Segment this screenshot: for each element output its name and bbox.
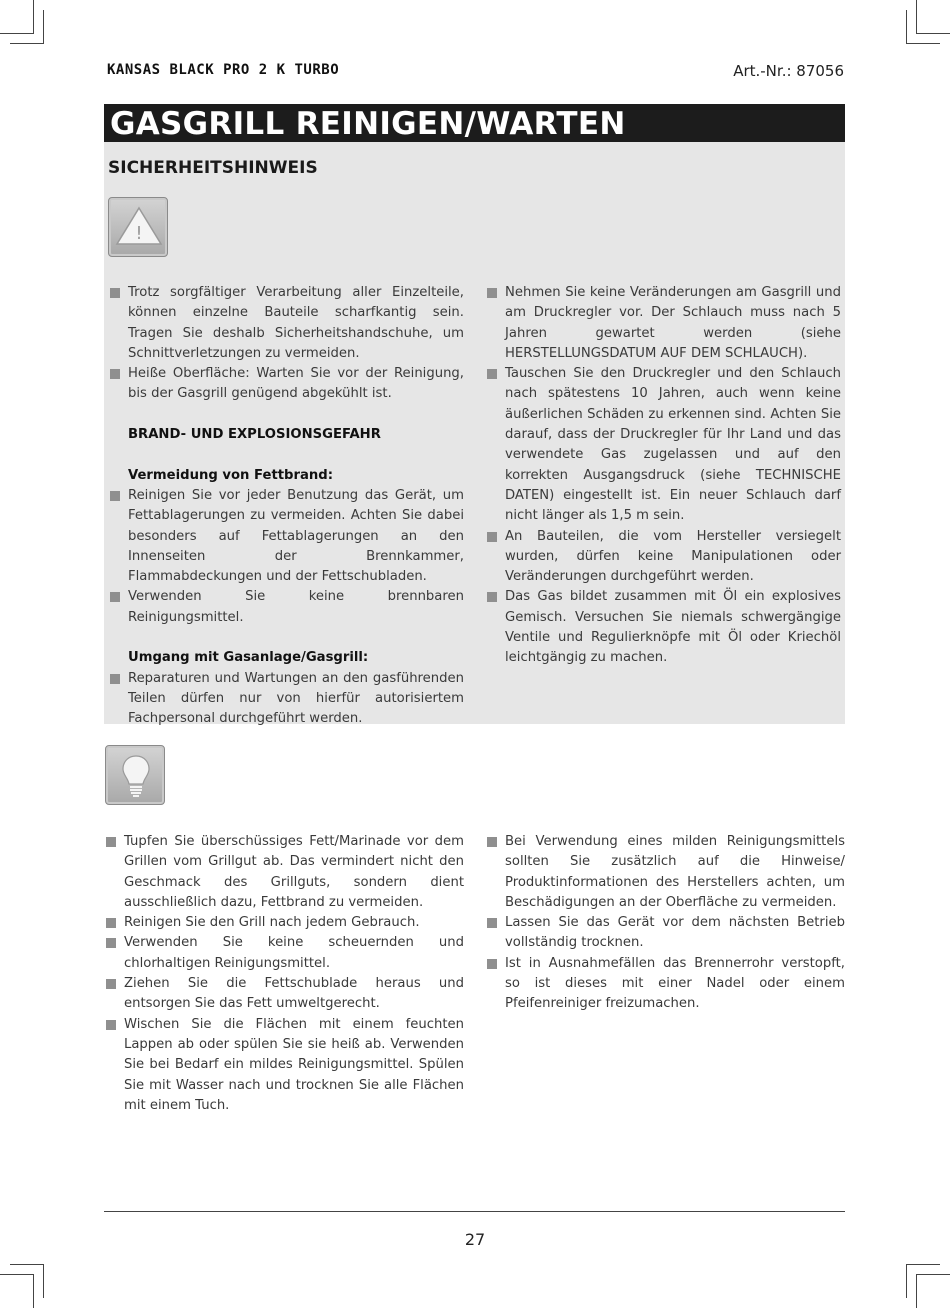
- list-item: Ist in Ausnahmefällen das Brennerrohr verstopft, so ist dieses mit einer Nadel oder einem Pfeifenreiniger freizumachen.: [485, 954, 845, 1015]
- crop-mark: [10, 1264, 44, 1265]
- article-number: Art.-Nr.: 87056: [733, 62, 844, 80]
- crop-mark: [916, 1274, 917, 1308]
- tips-right-column: [485, 832, 845, 1015]
- crop-mark: [906, 10, 907, 44]
- page-number: 27: [464, 1230, 486, 1249]
- list-item: Nehmen Sie keine Veränderungen am Gasgrill und am Druckregler vor. Der Schlauch muss nach 5 Jahren gewartet werden (siehe HERSTELLUNGSDATUM AUF DEM SCHLAUCH).: [485, 283, 841, 364]
- crop-mark: [916, 33, 950, 34]
- list-item: Tauschen Sie den Druckregler und den Schlauch nach spätestens 10 Jahren, auch wenn keine äußerlichen Schäden zu erkennen sind. Achten Sie darauf, dass der Druckregler für Ihr Land und das verwendete Gas zugelassen und auf den korrekten Ausgangsdruck (siehe TECHNISCHE DATEN) eingestellt ist. Ein neuer Schlauch darf nicht länger als 1,5 m sein.: [485, 364, 841, 526]
- crop-mark: [0, 1274, 34, 1275]
- list-item: Reinigen Sie vor jeder Benutzung das Gerät, um Fettablagerungen zu vermeiden. Achten Sie dabei besonders auf Fettablagerungen an den Innenseiten der Brennkammer, Flammabdeckungen und der Fettschubladen.: [108, 486, 464, 587]
- crop-mark: [43, 1264, 44, 1298]
- safety-left-column: [108, 283, 464, 730]
- product-model: KANSAS BLACK PRO 2 K TURBO: [107, 62, 340, 78]
- safety-heading: SICHERHEITSHINWEIS: [108, 158, 318, 178]
- crop-mark: [0, 33, 34, 34]
- list-item: Trotz sorgfältiger Verarbeitung aller Einzelteile, können einzelne Bauteile scharfkantig sein. Tragen Sie deshalb Sicherheitshandschuhe, um Schnittverletzungen zu vermeiden.: [108, 283, 464, 364]
- title-bar: [104, 104, 845, 142]
- page-title: GASGRILL REINIGEN/WARTEN: [110, 106, 626, 142]
- fat-fire-heading: Vermeidung von Fettbrand:: [128, 467, 333, 483]
- tips-left-column: [104, 832, 464, 1116]
- fire-hazard-heading: BRAND- UND EXPLOSIONSGEFAHR: [128, 427, 381, 443]
- gas-system-heading: Umgang mit Gasanlage/Gasgrill:: [128, 650, 369, 666]
- crop-mark: [906, 1264, 907, 1298]
- crop-mark: [33, 0, 34, 34]
- crop-mark: [906, 1264, 940, 1265]
- list-item: Ziehen Sie die Fettschublade heraus und entsorgen Sie das Fett umweltgerecht.: [104, 974, 464, 1015]
- crop-mark: [33, 1274, 34, 1308]
- list-item: Heiße Oberfläche: Warten Sie vor der Reinigung, bis der Gasgrill genügend abgekühlt ist.: [108, 364, 464, 405]
- crop-mark: [10, 43, 44, 44]
- crop-mark: [43, 10, 44, 44]
- list-item: Verwenden Sie keine scheuernden und chlorhaltigen Reinigungsmittel.: [104, 933, 464, 974]
- list-item: Reinigen Sie den Grill nach jedem Gebrauch.: [104, 913, 464, 933]
- list-item: Das Gas bildet zusammen mit Öl ein explosives Gemisch. Versuchen Sie niemals schwergängige Ventile und Regulierknöpfe mit Öl oder Kriechöl leichtgängig zu machen.: [485, 587, 841, 668]
- lightbulb-icon: [105, 745, 165, 805]
- list-item: Tupfen Sie überschüssiges Fett/Marinade vor dem Grillen vom Grillgut ab. Das vermindert nicht den Geschmack des Grillguts, sondern dient ausschließlich dazu, Fettbrand zu vermeiden.: [104, 832, 464, 913]
- list-item: Verwenden Sie keine brennbaren Reinigungsmittel.: [108, 587, 464, 628]
- list-item: Lassen Sie das Gerät vor dem nächsten Betrieb vollständig trocknen.: [485, 913, 845, 954]
- footer-divider: [104, 1211, 845, 1212]
- warning-icon: [108, 197, 168, 257]
- crop-mark: [916, 0, 917, 34]
- list-item: Reparaturen und Wartungen an den gasführenden Teilen dürfen nur von hierfür autorisiertem Fachpersonal durchgeführt werden.: [108, 669, 464, 730]
- list-item: Wischen Sie die Flächen mit einem feuchten Lappen ab oder spülen Sie sie heiß ab. Verwenden Sie bei Bedarf ein mildes Reinigungsmittel. Spülen Sie mit Wasser nach und trocknen Sie alle Flächen mit einem Tuch.: [104, 1015, 464, 1116]
- list-item: An Bauteilen, die vom Hersteller versiegelt wurden, dürfen keine Manipulationen oder Veränderungen durchgeführt werden.: [485, 527, 841, 588]
- safety-right-column: [485, 283, 841, 669]
- crop-mark: [906, 43, 940, 44]
- crop-mark: [916, 1274, 950, 1275]
- list-item: Bei Verwendung eines milden Reinigungsmittels sollten Sie zusätzlich auf die Hinweise/ Produktinformationen des Herstellers achten, um Beschädigungen an der Oberfläche zu vermeiden.: [485, 832, 845, 913]
- svg-text:!: !: [135, 223, 143, 244]
